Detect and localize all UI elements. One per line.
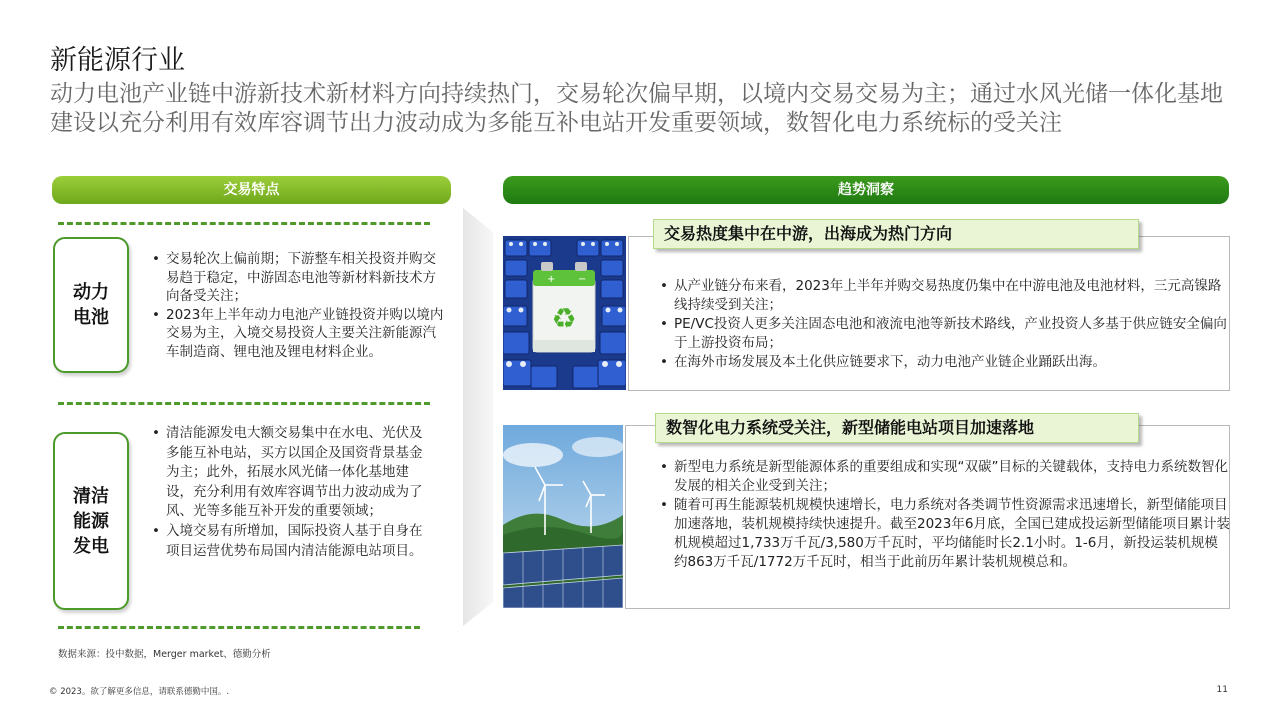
svg-text:+: + bbox=[547, 274, 556, 285]
ev-battery-recycle-icon bbox=[503, 236, 626, 390]
category-label: 电池 bbox=[73, 307, 109, 328]
dashed-divider bbox=[58, 402, 430, 405]
list-item: • 入境交易有所增加，国际投资人基于自身在项目运营优势布局国内清洁能源电站项目。 bbox=[150, 522, 428, 561]
list-item: • 新型电力系统是新型能源体系的重要组成和实现“双碳”目标的关键载体，支持电力系统数智化发展的相关企业受到关注； bbox=[658, 458, 1230, 496]
category-label: 清洁 bbox=[73, 485, 109, 507]
section-divider-shape bbox=[463, 208, 493, 626]
insight-bullets bbox=[658, 458, 1230, 572]
list-item: • PE/VC投资人更多关注固态电池和液流电池等新技术路线，产业投资人多基于供应链安全偏向于上游投资布局； bbox=[658, 315, 1230, 353]
list-item: • 交易轮次上偏前期；下游整车相关投资并购交易趋于稳定，中游固态电池等新材料新技术方向备受关注； bbox=[150, 250, 445, 306]
svg-text:−: − bbox=[578, 274, 587, 285]
insight-callout-title: 交易热度集中在中游，出海成为热门方向 bbox=[653, 219, 1139, 249]
page-number: 11 bbox=[1216, 685, 1228, 695]
page-subtitle: 动力电池产业链中游新技术新材料方向持续热门，交易轮次偏早期，以境内交易交易为主；通过水风光储一体化基地建设以充分利用有效库容调节出力波动成为多能互补电站开发重要领域，数智化电力系统标的受关注 bbox=[50, 81, 1223, 136]
trend-insights-banner: 趋势洞察 bbox=[503, 176, 1229, 204]
list-item: • 从产业链分布来看，2023年上半年并购交易热度仍集中在中游电池及电池材料，三元高镍路线持续受到关注； bbox=[658, 277, 1230, 315]
wind-solar-farm-icon bbox=[503, 425, 623, 608]
page-title: 新能源行业 bbox=[50, 45, 185, 76]
category-power-battery bbox=[53, 237, 129, 373]
list-item: • 2023年上半年动力电池产业链投资并购以境内交易为主，入境交易投资人主要关注新能源汽车制造商、锂电池及锂电材料企业。 bbox=[150, 306, 445, 362]
category-label: 发电 bbox=[73, 535, 109, 557]
category-clean-energy bbox=[53, 432, 129, 610]
list-item: • 随着可再生能源装机规模快速增长，电力系统对各类调节性资源需求迅速增长，新型储能项目加速落地，装机规模持续快速提升。截至2023年6月底，全国已建成投运新型储能项目累计装机规模超过1,733万千瓦/3,580万千瓦时，平均储能时长2.1小时。1-6月，新投运装机规模约863万千瓦/1772万千瓦时，相当于此前历年累计装机规模总和。 bbox=[658, 496, 1230, 572]
insight-bullets bbox=[658, 277, 1230, 372]
data-source-note: 数据来源：投中数据，Merger market、德勤分析 bbox=[58, 649, 271, 660]
trade-features-banner: 交易特点 bbox=[52, 176, 451, 204]
dashed-divider bbox=[58, 222, 430, 225]
svg-text:♻: ♻ bbox=[551, 302, 577, 335]
list-item: • 在海外市场发展及本土化供应链要求下，动力电池产业链企业踊跃出海。 bbox=[658, 353, 1230, 372]
category-label: 能源 bbox=[73, 510, 109, 532]
category-label: 动力 bbox=[73, 282, 109, 303]
dashed-divider bbox=[58, 626, 420, 629]
power-battery-bullets bbox=[150, 250, 445, 361]
copyright-note: © 2023。欲了解更多信息，请联系德勤中国。. bbox=[49, 687, 230, 697]
insight-callout-title: 数智化电力系统受关注，新型储能电站项目加速落地 bbox=[655, 413, 1139, 443]
clean-energy-bullets bbox=[150, 424, 428, 561]
list-item: • 清洁能源发电大额交易集中在水电、光伏及多能互补电站，买方以国企及国资背景基金为主；此外，拓展水风光储一体化基地建设，充分利用有效库容调节出力波动成为了风、光等多能互补开发的重要领域； bbox=[150, 424, 428, 522]
